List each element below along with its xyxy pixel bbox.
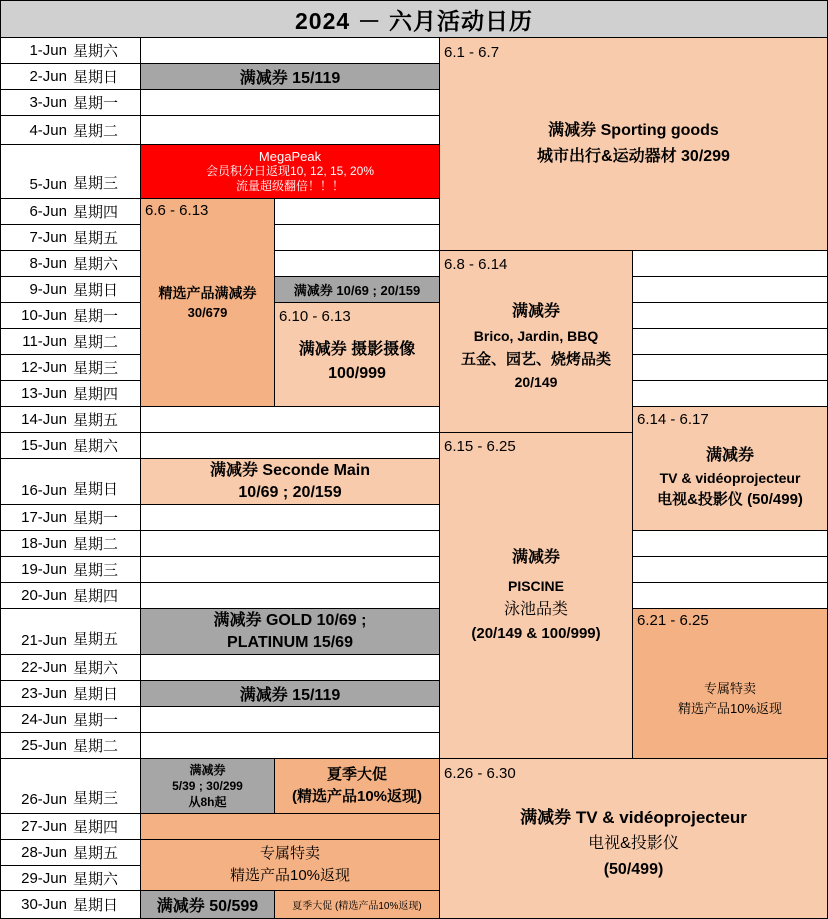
weekday-label: 星期三	[73, 175, 119, 192]
weekday-label: 星期三	[73, 562, 119, 579]
date-label: 10-Jun	[21, 307, 67, 324]
cell-20-jun-events	[140, 582, 440, 609]
date-cell	[0, 680, 141, 707]
date-cell	[0, 115, 141, 145]
event-coupon-jun9	[274, 276, 440, 303]
event-summer-sale-jun30	[274, 890, 440, 919]
cell-8-jun-events	[274, 250, 440, 277]
event-category: PISCINE	[507, 577, 564, 594]
event-coupon-15-119-jun2	[140, 63, 440, 90]
date-label: 15-Jun	[21, 437, 67, 454]
date-cell	[0, 250, 141, 277]
date-cell	[0, 37, 141, 64]
event-label: 满减券 15/119	[239, 70, 341, 87]
weekday-label: 星期五	[73, 412, 119, 429]
date-cell	[0, 406, 141, 433]
cell-8-jun-right	[632, 250, 828, 277]
weekday-label: 星期五	[73, 631, 119, 648]
date-cell	[0, 380, 141, 407]
event-summer-sale	[274, 758, 440, 814]
cell-18-jun-events	[140, 530, 440, 557]
event-value: PLATINUM 15/69	[227, 633, 353, 651]
event-exclusive-sale-jun21	[632, 608, 828, 759]
date-cell	[0, 89, 141, 116]
date-label: 3-Jun	[29, 94, 67, 111]
event-value: 10/69 ; 20/159	[238, 483, 342, 501]
weekday-label: 星期二	[73, 122, 119, 140]
date-cell	[0, 458, 141, 505]
event-detail: 从8h起	[188, 795, 227, 809]
date-cell	[0, 865, 141, 891]
weekday-label: 星期一	[73, 95, 119, 112]
weekday-label: 星期一	[73, 308, 119, 325]
event-detail: 流量超级翻倍！！！	[235, 179, 344, 193]
weekday-label: 星期三	[73, 360, 119, 377]
event-selected-products-coupon	[140, 198, 275, 407]
event-label: 满减券	[511, 302, 560, 320]
weekday-label: 星期五	[73, 230, 119, 247]
event-value: 20/149	[514, 373, 558, 390]
event-date-range: 6.26 - 6.30	[444, 765, 516, 782]
date-label: 14-Jun	[21, 411, 67, 428]
date-label: 4-Jun	[29, 121, 67, 139]
date-label: 19-Jun	[21, 561, 67, 578]
date-label: 18-Jun	[21, 535, 67, 552]
event-label: 专属特卖	[259, 845, 320, 862]
weekday-label: 星期一	[73, 712, 119, 729]
date-label: 29-Jun	[21, 869, 67, 887]
date-cell	[0, 432, 141, 459]
date-label: 22-Jun	[21, 659, 67, 676]
date-label: 28-Jun	[21, 844, 67, 861]
event-category: 泳池品类	[503, 600, 568, 618]
cell-18-jun-right	[632, 556, 828, 583]
weekday-label: 星期六	[73, 43, 119, 60]
date-label: 8-Jun	[29, 255, 67, 272]
date-cell	[0, 890, 141, 919]
date-cell	[0, 63, 141, 90]
weekday-label: 星期二	[73, 536, 119, 553]
date-label: 20-Jun	[21, 587, 67, 604]
event-exclusive-sale-jun28	[140, 839, 440, 891]
event-date-range: 6.14 - 6.17	[637, 411, 709, 428]
weekday-label: 星期六	[73, 438, 119, 455]
date-label: 5-Jun	[29, 176, 67, 193]
event-coupon-from-8h	[140, 758, 275, 814]
event-date-range: 6.10 - 6.13	[279, 308, 351, 325]
cell-22-jun-events	[140, 654, 440, 681]
date-label: 30-Jun	[21, 896, 67, 913]
event-brico-jardin-bbq	[439, 250, 633, 433]
date-cell	[0, 530, 141, 557]
event-detail: 会员积分日返现10, 12, 15, 20%	[205, 164, 375, 178]
event-tv-projector-jun26	[439, 758, 828, 919]
date-cell	[0, 732, 141, 759]
event-megapeak	[140, 144, 440, 199]
event-date-range: 6.15 - 6.25	[444, 438, 516, 455]
date-cell	[0, 654, 141, 681]
event-detail: 精选产品10%返现	[229, 867, 351, 884]
date-cell	[0, 706, 141, 733]
date-label: 21-Jun	[21, 632, 67, 649]
event-coupon-15-119-jun23	[140, 680, 440, 707]
weekday-label: 星期二	[73, 738, 119, 755]
event-photo-coupon	[274, 302, 440, 407]
event-detail: 精选产品10%返现	[677, 700, 783, 716]
cell-20-jun-right	[632, 582, 828, 609]
date-label: 25-Jun	[21, 737, 67, 754]
cell-10-jun-right	[632, 302, 828, 329]
weekday-label: 星期四	[73, 386, 119, 403]
weekday-label: 星期日	[73, 481, 119, 498]
weekday-label: 星期日	[73, 686, 119, 703]
date-label: 17-Jun	[21, 509, 67, 526]
event-value: 5/39 ; 30/299	[172, 779, 243, 793]
weekday-label: 星期六	[73, 870, 119, 888]
event-label: 满减券 10/69 ; 20/159	[293, 283, 421, 298]
event-value: 30/679	[187, 304, 228, 320]
event-label: 满减券	[705, 446, 754, 464]
event-label: 满减券 50/599	[156, 898, 259, 915]
date-cell	[0, 224, 141, 251]
event-label: 满减券 TV & vidéoprojecteur	[520, 807, 747, 827]
event-tv-projector-jun14	[632, 406, 828, 531]
date-cell	[0, 758, 141, 814]
event-piscine	[439, 432, 633, 759]
event-detail: (精选产品10%返现)	[291, 788, 422, 805]
event-label: 满减券 Seconde Main	[209, 461, 371, 479]
weekday-label: 星期六	[73, 256, 119, 273]
event-label: 满减券 摄影摄像	[298, 340, 416, 358]
cell-11-jun-right	[632, 328, 828, 355]
event-date-range: 6.6 - 6.13	[145, 202, 209, 219]
event-label: 精选产品满减券	[158, 284, 257, 301]
cell-6-jun-events	[274, 198, 440, 225]
date-cell	[0, 302, 141, 329]
event-sporting-goods	[439, 37, 828, 251]
weekday-label: 星期六	[73, 660, 119, 677]
cell-3-jun-events	[140, 89, 440, 116]
cell-12-jun-right	[632, 354, 828, 381]
weekday-label: 星期三	[73, 790, 119, 807]
date-label: 6-Jun	[29, 203, 67, 220]
event-category: 电视&投影仪	[588, 834, 679, 852]
weekday-label: 星期四	[73, 204, 119, 221]
event-label: 专属特卖	[703, 680, 756, 696]
date-cell	[0, 839, 141, 866]
weekday-label: 星期日	[73, 897, 119, 914]
date-label: 12-Jun	[21, 359, 67, 376]
weekday-label: 星期四	[73, 819, 119, 836]
event-label: 满减券	[511, 548, 560, 566]
event-label: 满减券 Sporting goods	[548, 122, 719, 139]
weekday-label: 星期日	[73, 282, 119, 299]
event-value: 城市出行&运动器材 30/299	[537, 148, 730, 165]
event-label: 满减券 15/119	[239, 687, 341, 704]
cell-9-jun-right	[632, 276, 828, 303]
event-value: 100/999	[328, 364, 386, 382]
calendar-title: 2024 － 六月活动日历	[0, 0, 828, 38]
date-label: 7-Jun	[29, 229, 67, 246]
event-value: 电视&投影仪 (50/499)	[657, 490, 803, 508]
cell-7-jun-events	[274, 224, 440, 251]
date-label: 24-Jun	[21, 711, 67, 728]
weekday-label: 星期四	[73, 588, 119, 605]
date-cell	[0, 556, 141, 583]
date-label: 27-Jun	[21, 818, 67, 835]
event-value: (20/149 & 100/999)	[471, 624, 601, 642]
cell-14-jun-events	[140, 406, 440, 433]
date-label: 23-Jun	[21, 685, 67, 702]
date-label: 9-Jun	[29, 281, 67, 298]
cell-24-jun-events	[140, 706, 440, 733]
event-date-range: 6.1 - 6.7	[444, 44, 500, 61]
cell-1-jun-events	[140, 37, 440, 64]
event-coupon-50-599	[140, 890, 275, 919]
event-title: MegaPeak	[258, 149, 322, 164]
date-cell	[0, 328, 141, 355]
date-cell	[0, 504, 141, 531]
event-seconde-main-coupon	[140, 458, 440, 505]
date-label: 11-Jun	[22, 333, 67, 350]
event-label: 满减券	[189, 763, 226, 777]
weekday-label: 星期日	[73, 69, 119, 86]
date-cell	[0, 813, 141, 840]
cell-17-jun-events	[140, 504, 440, 531]
date-cell	[0, 198, 141, 225]
cell-15-jun-events	[140, 432, 440, 459]
weekday-label: 星期五	[73, 845, 119, 862]
date-label: 2-Jun	[29, 68, 67, 85]
date-cell	[0, 608, 141, 655]
cell-27-jun-events	[140, 813, 440, 840]
event-label: 满减券 GOLD 10/69 ;	[213, 611, 367, 629]
cell-25-jun-events	[140, 732, 440, 759]
date-label: 16-Jun	[21, 482, 67, 499]
cell-4-jun-events	[140, 115, 440, 145]
weekday-label: 星期一	[73, 510, 119, 527]
event-date-range: 6.8 - 6.14	[444, 256, 508, 273]
cell-19-jun-events	[140, 556, 440, 583]
cell-13-jun-right	[632, 380, 828, 407]
date-label: 13-Jun	[21, 385, 67, 402]
weekday-label: 星期二	[73, 334, 119, 351]
event-category: TV & vidéoprojecteur	[659, 469, 801, 486]
event-date-range: 6.21 - 6.25	[637, 612, 709, 629]
event-label: 夏季大促	[326, 766, 387, 783]
event-gold-platinum-coupon	[140, 608, 440, 655]
date-cell	[0, 144, 141, 199]
date-cell	[0, 582, 141, 609]
event-category: Brico, Jardin, BBQ	[473, 327, 599, 344]
event-label: 夏季大促 (精选产品10%返现)	[292, 901, 422, 912]
date-label: 1-Jun	[29, 42, 67, 59]
cell-17-jun-right	[632, 530, 828, 557]
date-label: 26-Jun	[21, 791, 67, 808]
date-cell	[0, 354, 141, 381]
event-category: 五金、园艺、烧烤品类	[460, 350, 611, 368]
date-cell	[0, 276, 141, 303]
event-value: (50/499)	[603, 860, 664, 878]
